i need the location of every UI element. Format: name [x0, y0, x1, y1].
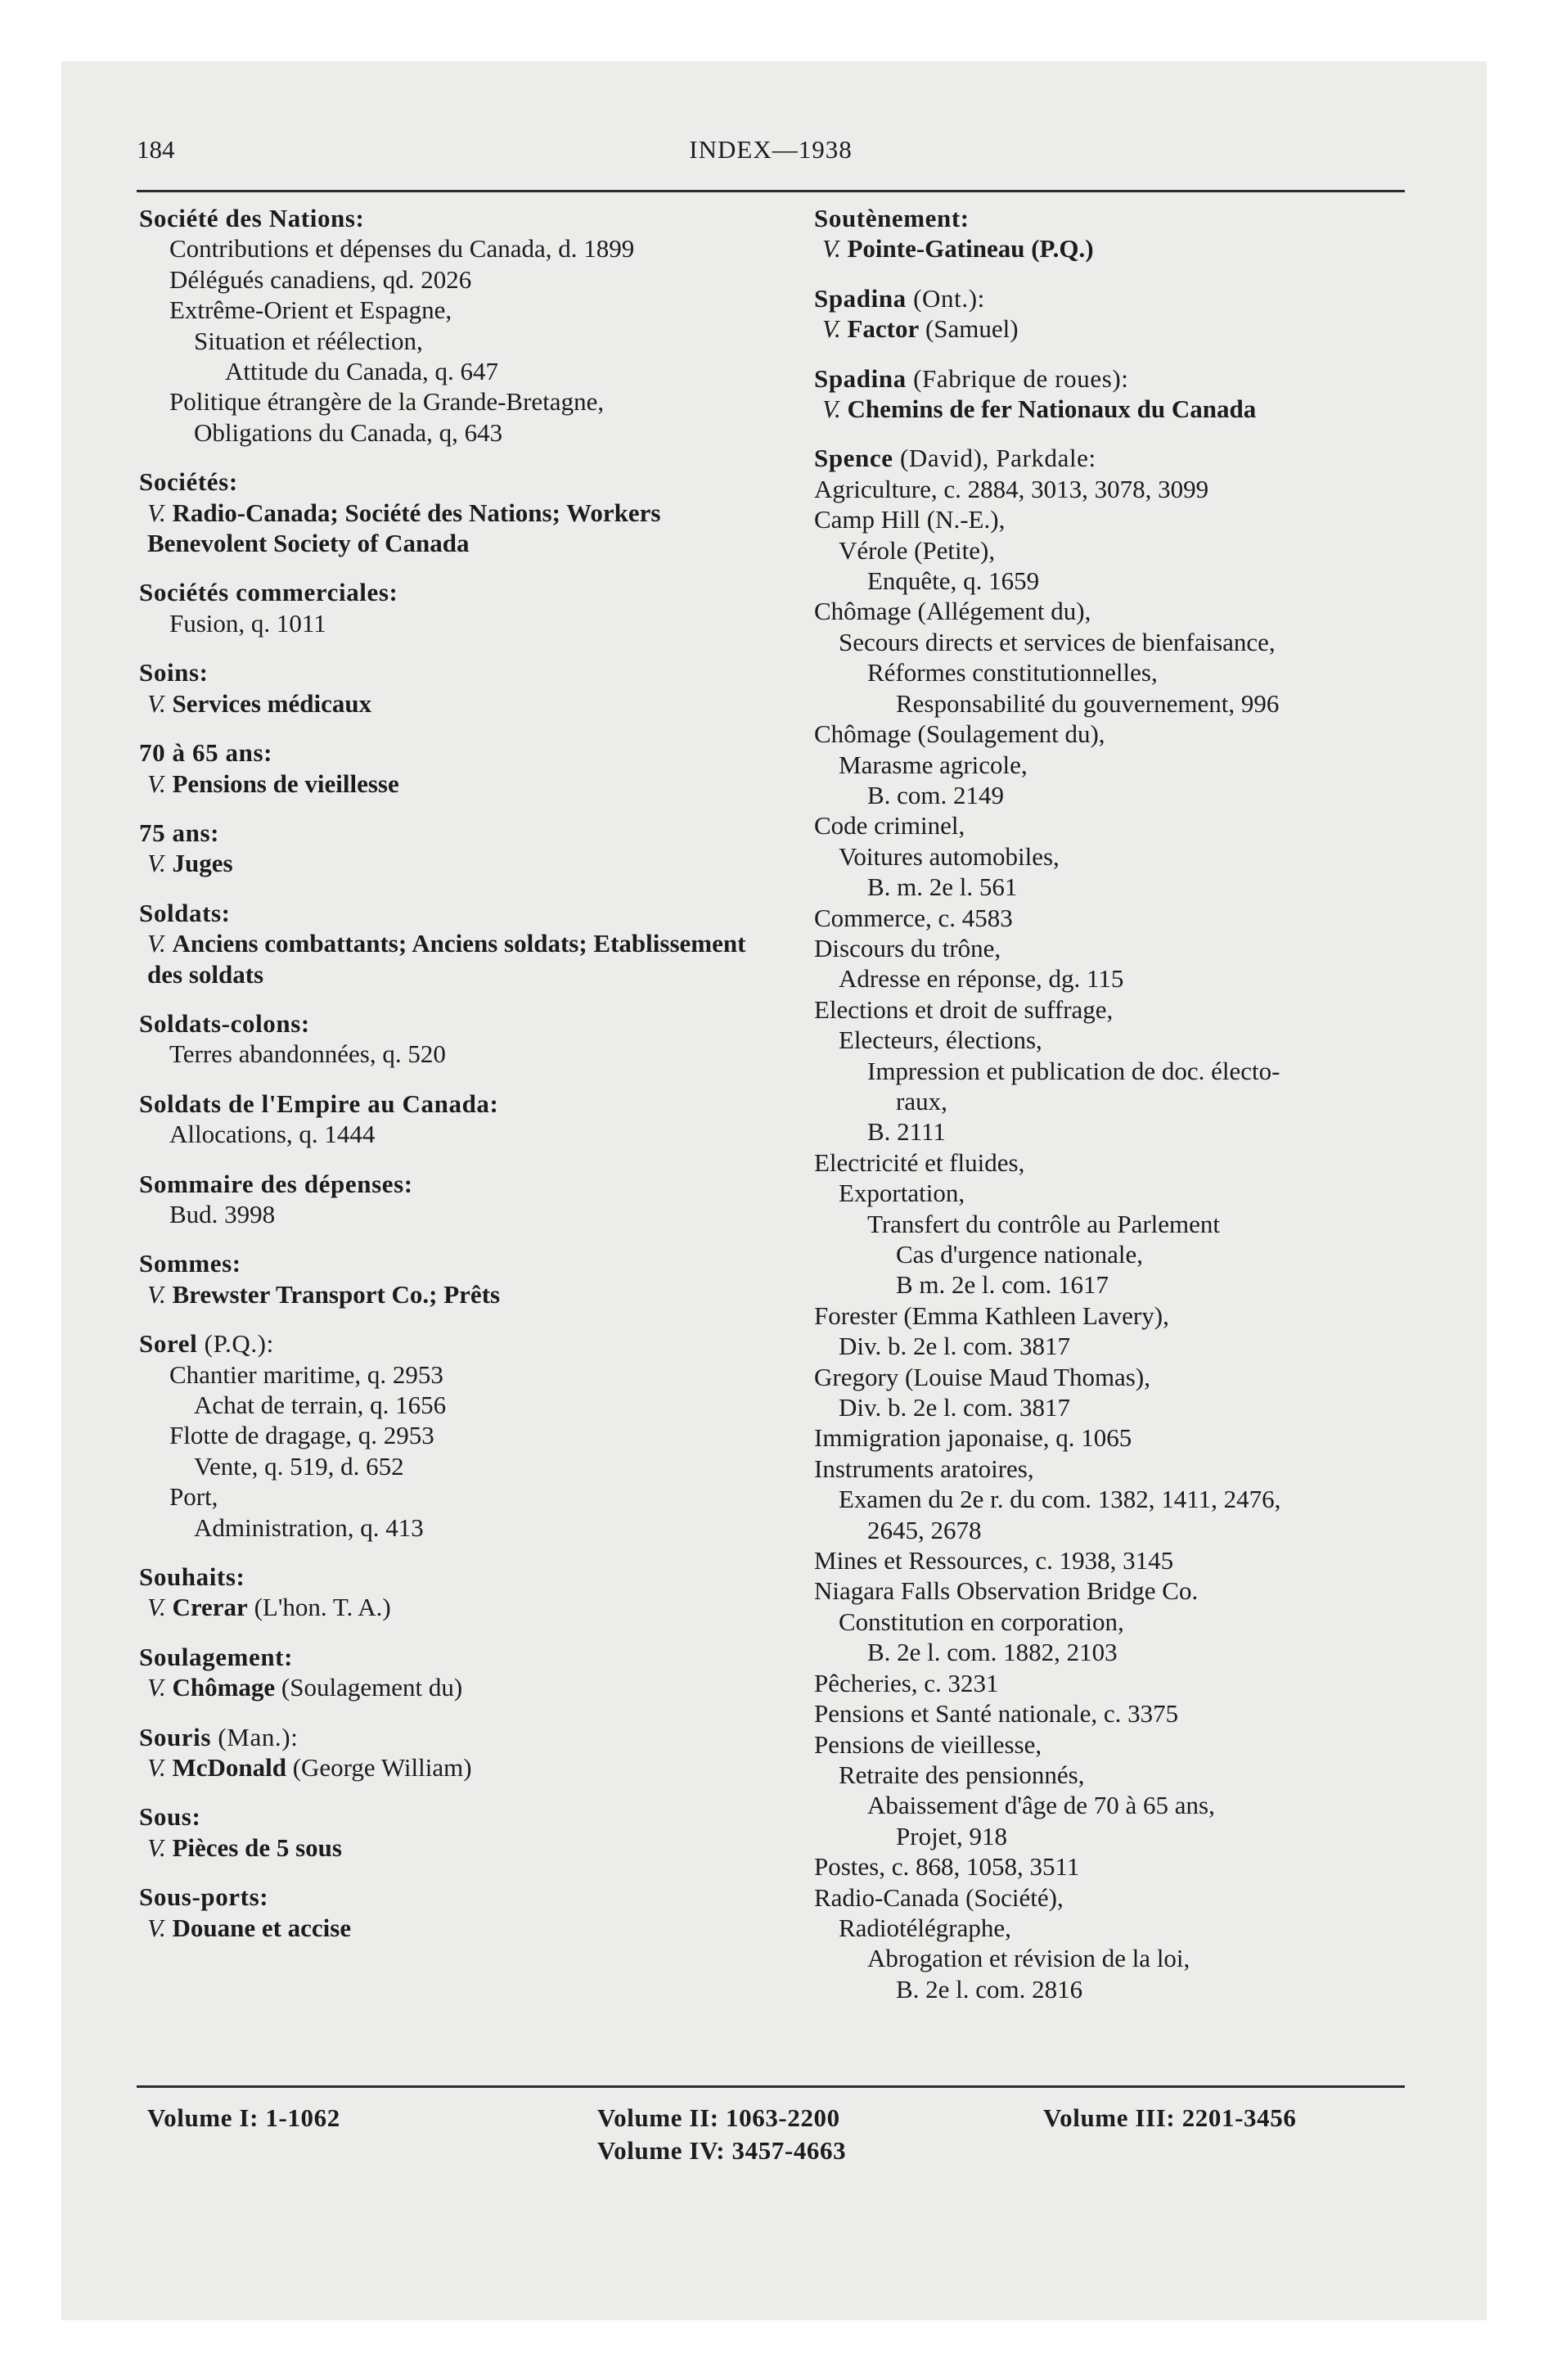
entry-subline: Gregory (Louise Maud Thomas), [814, 1362, 1150, 1391]
entry-heading [139, 1801, 777, 1832]
entry-subline: Vérole (Petite), [839, 535, 996, 565]
entry-heading-text: Sociétés commerciales: [139, 578, 398, 607]
index-entry [139, 737, 777, 799]
entry-subline: Secours directs et services de bienfaisance, [839, 627, 1276, 656]
entry-subline: Situation et réélection, [194, 326, 423, 355]
see-label: V. [147, 929, 166, 958]
entry-subline: Agriculture, c. 2884, 3013, 3078, 3099 [814, 474, 1209, 503]
entry-subline: Contributions et dépenses du Canada, d. 1899 [169, 234, 635, 264]
see-label: V. [147, 1832, 166, 1862]
entry-subline: Port, [169, 1482, 218, 1512]
entry-heading-text: Spadina [814, 283, 907, 313]
entry-heading [139, 1722, 777, 1752]
see-reference [139, 1672, 777, 1702]
entry-subline: 2645, 2678 [867, 1515, 982, 1544]
entry-heading-tail: (Fabrique de roues): [906, 363, 1129, 393]
page-title: INDEX—1938 [689, 135, 853, 164]
page-header [137, 135, 1405, 176]
entry-heading-tail: (P.Q.): [197, 1329, 274, 1359]
entry-heading-text: Soldats-colons: [139, 1008, 310, 1038]
entry-subline: Délégués canadiens, qd. 2026 [169, 264, 472, 294]
header-rule [137, 190, 1405, 192]
entry-subline: Politique étrangère de la Grande-Bretagne, [169, 387, 605, 417]
entry-subline: Cas d'urgence nationale, [896, 1240, 1143, 1269]
entry-heading [139, 1169, 777, 1199]
entry-subline: B m. 2e l. com. 1617 [896, 1270, 1109, 1300]
entry-subline: Obligations du Canada, q, 643 [194, 417, 503, 447]
see-target: Pensions de vieillesse [172, 769, 399, 798]
entry-subline: Abrogation et révision de la loi, [867, 1944, 1190, 1973]
index-entry [139, 1722, 777, 1783]
entry-heading [139, 1642, 777, 1672]
entry-subline: Bud. 3998 [169, 1199, 276, 1228]
entry-heading-text: Soulagement: [139, 1642, 294, 1671]
index-entry-spence [814, 443, 1428, 2004]
entry-heading [814, 203, 1428, 233]
entry-subline: Fusion, q. 1011 [169, 608, 326, 638]
entry-subline: Instruments aratoires, [814, 1454, 1034, 1483]
footer-volume-4: Volume IV: 3457-4663 [597, 2136, 847, 2165]
entry-heading [814, 283, 1428, 313]
index-entry [139, 1801, 777, 1863]
see-reference [139, 1832, 777, 1863]
index-entry [139, 1882, 777, 1943]
entry-subline: Div. b. 2e l. com. 3817 [839, 1393, 1070, 1422]
entry-subline: Radiotélégraphe, [839, 1913, 1011, 1942]
entry-heading-text: Soldats de l'Empire au Canada: [139, 1089, 499, 1118]
see-tail: (L'hon. T. A.) [247, 1593, 391, 1622]
see-target: McDonald [172, 1753, 286, 1783]
index-entry [139, 1008, 777, 1070]
entry-heading-text: Souhaits: [139, 1562, 245, 1592]
entry-subline: Immigration japonaise, q. 1065 [814, 1423, 1132, 1453]
entry-heading [139, 203, 777, 233]
see-label: V. [147, 1279, 166, 1309]
entry-subline: Abaissement d'âge de 70 à 65 ans, [867, 1791, 1215, 1820]
entry-heading-text: Sommaire des dépenses: [139, 1169, 413, 1198]
entry-subline: Elections et droit de suffrage, [814, 994, 1114, 1024]
see-target: Juges [172, 849, 233, 878]
entry-heading [139, 1562, 777, 1592]
entry-subline: Transfert du contrôle au Parlement [867, 1209, 1221, 1238]
entry-heading-text: Sommes: [139, 1249, 241, 1278]
see-label: V. [147, 1673, 166, 1702]
entry-heading-text: Souris [139, 1722, 212, 1751]
index-entry [139, 818, 777, 879]
entry-heading [139, 657, 777, 687]
see-reference [814, 313, 1428, 344]
entry-heading-text: Société des Nations: [139, 204, 365, 232]
footer-volume-3: Volume III: 2201-3456 [1043, 2103, 1297, 2132]
entry-subline: Exportation, [839, 1179, 965, 1208]
entry-subline: Radio-Canada (Société), [814, 1882, 1064, 1912]
entry-subline: Administration, q. 413 [194, 1512, 424, 1542]
entry-subline: Extrême-Orient et Espagne, [169, 295, 452, 325]
index-entry [139, 1562, 777, 1623]
index-entry [139, 203, 777, 448]
entry-subline: Chantier maritime, q. 2953 [169, 1359, 443, 1389]
see-target: Crerar [172, 1593, 248, 1622]
entry-subline: Allocations, q. 1444 [169, 1120, 376, 1149]
entry-subline: B. com. 2149 [867, 780, 1005, 809]
see-target: Pièces de 5 sous [172, 1832, 342, 1862]
entry-heading-text: Sociétés: [139, 467, 238, 497]
see-reference [139, 1592, 777, 1622]
see-target: Chômage [172, 1673, 276, 1702]
see-tail: (Samuel) [919, 314, 1019, 344]
entry-subline: Réformes constitutionnelles, [867, 658, 1158, 687]
entry-subline: Pensions de vieillesse, [814, 1729, 1042, 1759]
see-label: V. [147, 769, 166, 798]
entry-heading-text: Soutènement: [814, 204, 970, 232]
see-target: Douane et accise [172, 1913, 352, 1942]
entry-subline: B. 2e l. com. 2816 [896, 1974, 1083, 2004]
entry-subline: Postes, c. 868, 1058, 3511 [814, 1852, 1080, 1882]
see-tail: (George William) [286, 1753, 472, 1783]
see-reference [814, 394, 1428, 424]
see-target: Anciens combattants; Anciens soldats; Etablissement des soldats [147, 929, 746, 989]
index-entry [814, 203, 1428, 264]
entry-heading-text: Spence [814, 444, 893, 473]
see-label: V. [147, 1753, 166, 1783]
entry-subline: Constitution en corporation, [839, 1607, 1124, 1636]
entry-subline: Marasme agricole, [839, 750, 1028, 779]
entry-heading [139, 577, 777, 607]
see-label: V. [822, 234, 841, 264]
see-reference [814, 233, 1428, 264]
index-entry [139, 467, 777, 558]
see-reference [139, 1752, 777, 1783]
see-tail: (Soulagement du) [275, 1673, 463, 1702]
entry-heading [814, 363, 1428, 394]
see-reference [139, 498, 777, 559]
entry-subline: Retraite des pensionnés, [839, 1760, 1085, 1789]
entry-subline: Terres abandonnées, q. 520 [169, 1039, 446, 1069]
entry-heading [139, 1882, 777, 1912]
entry-subline: Enquête, q. 1659 [867, 566, 1040, 596]
entry-heading-tail: (David), Parkdale: [893, 444, 1096, 473]
entry-subline: Flotte de dragage, q. 2953 [169, 1421, 434, 1450]
see-reference [139, 688, 777, 719]
entry-subline: Pêcheries, c. 3231 [814, 1668, 999, 1697]
entry-subline: Projet, 918 [896, 1821, 1008, 1850]
entry-heading-text: 70 à 65 ans: [139, 738, 273, 768]
entry-subline: Electricité et fluides, [814, 1147, 1025, 1177]
entry-subline: Examen du 2e r. du com. 1382, 1411, 2476, [839, 1485, 1281, 1514]
entry-subline: Electeurs, élections, [839, 1025, 1042, 1055]
entry-heading-text: Spadina [814, 363, 907, 393]
see-reference [139, 1913, 777, 1943]
entry-subline: Voitures automobiles, [839, 841, 1060, 871]
index-entry [139, 1248, 777, 1309]
entry-subline: Pensions et Santé nationale, c. 3375 [814, 1699, 1179, 1729]
entry-heading [139, 898, 777, 928]
entry-heading [139, 1008, 777, 1039]
entry-heading-text: 75 ans: [139, 818, 220, 847]
entry-heading-text: Soins: [139, 658, 209, 687]
index-entry [139, 1642, 777, 1703]
see-reference [139, 928, 777, 989]
entry-heading-text: Sous: [139, 1802, 201, 1832]
see-target: Brewster Transport Co.; Prêts [172, 1279, 501, 1309]
entry-subline: Commerce, c. 4583 [814, 903, 1013, 932]
entry-subline: Mines et Ressources, c. 1938, 3145 [814, 1546, 1174, 1575]
entry-subline: Chômage (Soulagement du), [814, 719, 1105, 749]
see-label: V. [147, 1593, 166, 1622]
entry-subline: Forester (Emma Kathleen Lavery), [814, 1300, 1169, 1330]
entry-subline: Impression et publication de doc. électo- [867, 1056, 1280, 1085]
see-target: Services médicaux [172, 688, 372, 718]
entry-heading [139, 737, 777, 768]
entry-heading-text: Sous-ports: [139, 1882, 269, 1912]
entry-subline: raux, [896, 1086, 947, 1116]
see-reference [139, 1279, 777, 1309]
entry-heading [139, 818, 777, 848]
entry-subline: B. m. 2e l. 561 [867, 872, 1018, 902]
entry-heading [139, 1089, 777, 1119]
index-entry [139, 1089, 777, 1150]
index-entry [139, 1169, 777, 1230]
see-target: Chemins de fer Nationaux du Canada [847, 394, 1257, 424]
entry-heading [814, 443, 1428, 473]
index-entry [139, 657, 777, 719]
index-entry [139, 898, 777, 989]
footer-rule [137, 2085, 1405, 2088]
index-entry [139, 577, 777, 638]
entry-heading-text: Sorel [139, 1329, 198, 1359]
entry-subline: Discours du trône, [814, 933, 1001, 962]
entry-subline: Adresse en réponse, dg. 115 [839, 964, 1124, 994]
see-target: Radio-Canada; Société des Nations; Workers Benevolent Society of Canada [147, 498, 661, 558]
entry-subline: Div. b. 2e l. com. 3817 [839, 1332, 1070, 1361]
entry-heading [139, 1248, 777, 1278]
left-column [139, 203, 777, 1962]
entry-subline: Niagara Falls Observation Bridge Co. [814, 1576, 1199, 1606]
see-label: V. [822, 314, 841, 344]
entry-subline: Camp Hill (N.-E.), [814, 505, 1006, 534]
entry-subline: B. 2111 [867, 1117, 946, 1147]
page-number: 184 [137, 135, 175, 164]
entry-subline: Chômage (Allégement du), [814, 597, 1091, 626]
footer-volume-2: Volume II: 1063-2200 [597, 2103, 840, 2132]
entry-heading [139, 1328, 777, 1359]
see-label: V. [147, 849, 166, 878]
right-column [814, 203, 1428, 2004]
see-target: Pointe-Gatineau (P.Q.) [847, 234, 1094, 264]
index-entry [814, 363, 1428, 425]
index-entry [814, 283, 1428, 345]
entry-heading [139, 467, 777, 497]
see-target: Factor [847, 314, 920, 344]
index-entry [139, 1328, 777, 1543]
see-reference [139, 769, 777, 799]
entry-subline: Vente, q. 519, d. 652 [194, 1451, 404, 1481]
footer-volume-1: Volume I: 1-1062 [147, 2103, 340, 2132]
entry-heading-tail: (Man.): [211, 1722, 299, 1751]
entry-heading-tail: (Ont.): [906, 283, 985, 313]
entry-subline: Code criminel, [814, 811, 965, 841]
see-label: V. [822, 394, 841, 424]
see-label: V. [147, 688, 166, 718]
see-label: V. [147, 498, 166, 527]
entry-heading-text: Soldats: [139, 898, 231, 927]
see-label: V. [147, 1913, 166, 1942]
see-reference [139, 848, 777, 878]
entry-subline: Responsabilité du gouvernement, 996 [896, 688, 1280, 718]
entry-subline: Achat de terrain, q. 1656 [194, 1391, 447, 1419]
entry-subline: Attitude du Canada, q. 647 [225, 357, 499, 386]
entry-subline: B. 2e l. com. 1882, 2103 [867, 1638, 1118, 1667]
